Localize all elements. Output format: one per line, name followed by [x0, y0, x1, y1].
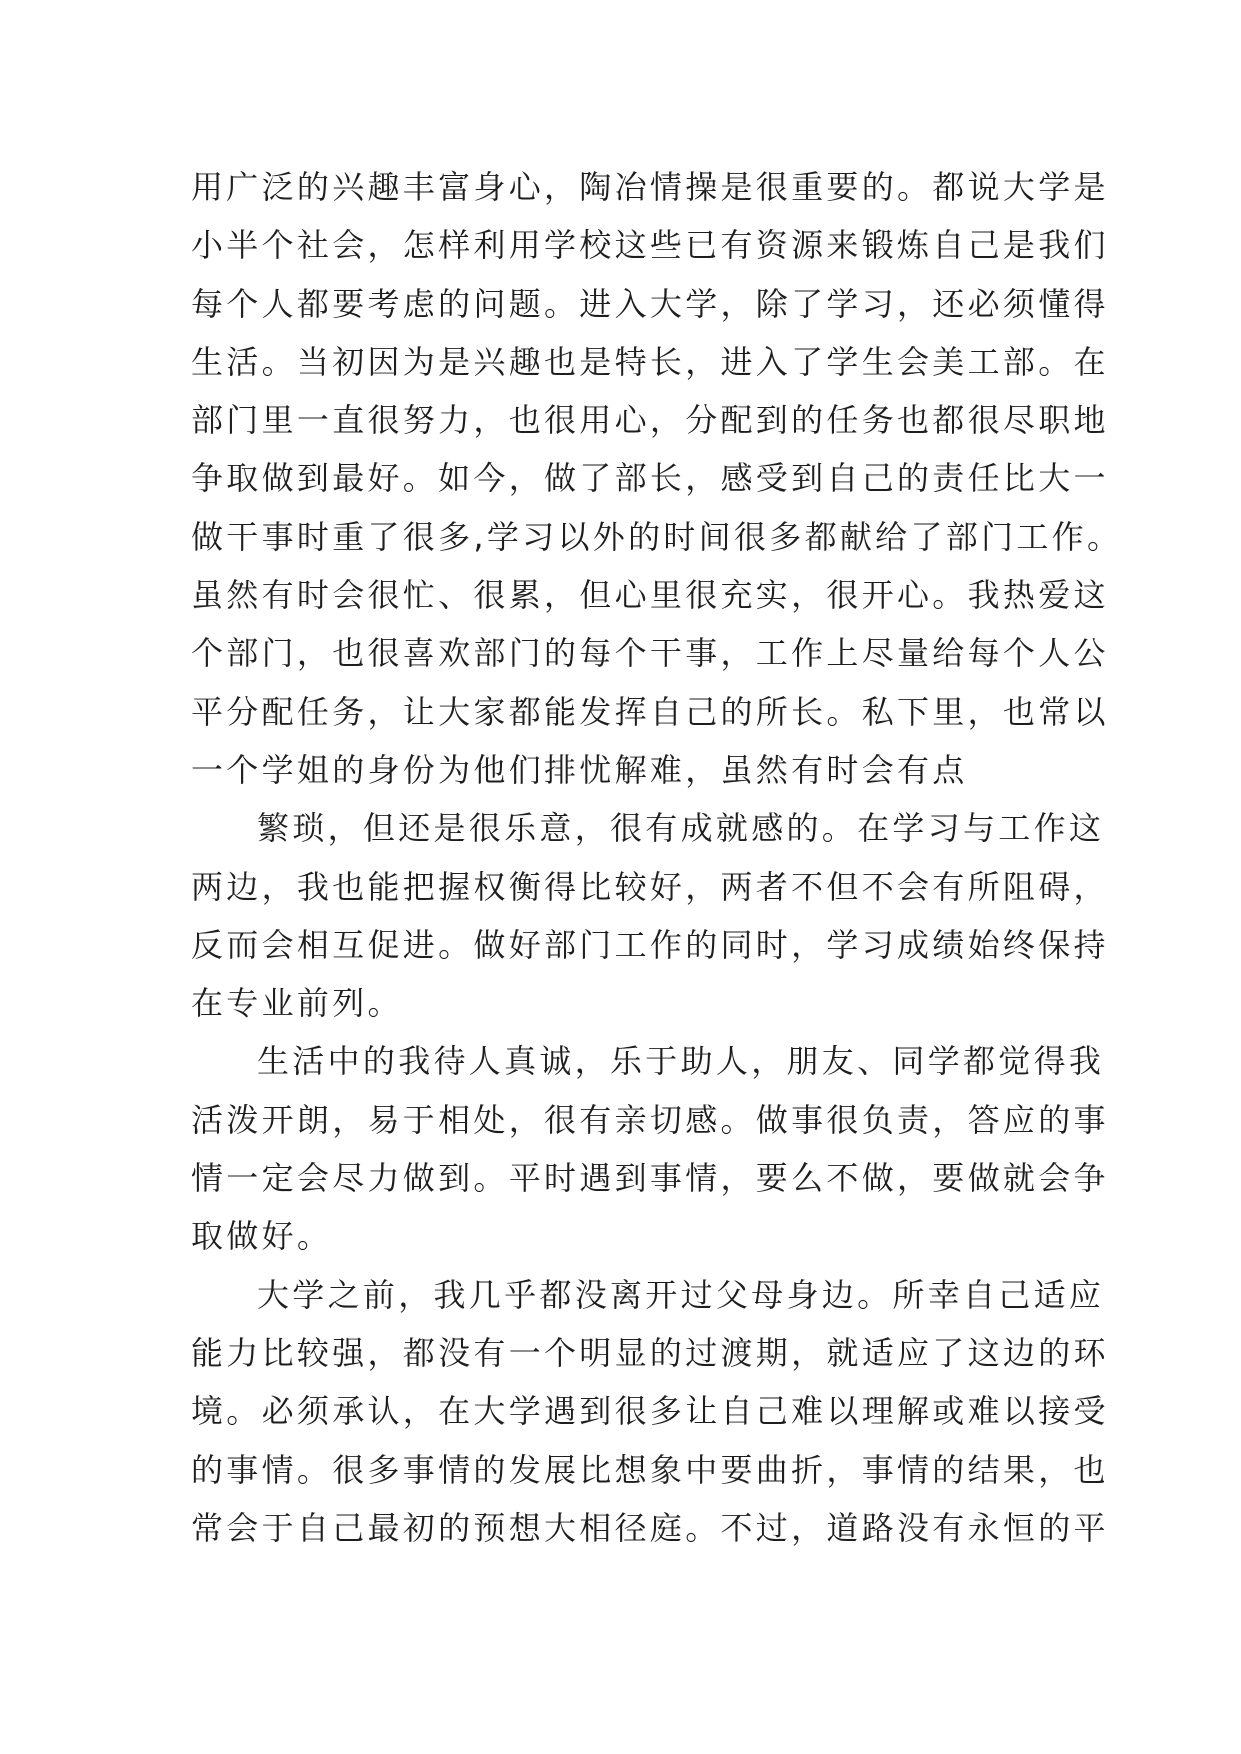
text-line: 虽然有时会很忙、很累，但心里很充实，很开心。我热爱这: [191, 576, 1109, 615]
text-line: 做干事时重了很多,学习以外的时间很多都献给了部门工作。: [191, 517, 1123, 556]
text-line: 能力比较强，都没有一个明显的过渡期，就适应了这边的环: [191, 1333, 1109, 1372]
body-text: [191, 158, 1123, 1557]
paragraph-start-line: 繁琐，但还是很乐意，很有成就感的。在学习与工作这: [257, 809, 1105, 848]
text-line: 两边，我也能把握权衡得比较好，两者不但不会有所阻碍，: [191, 867, 1109, 906]
text-line: 部门里一直很努力，也很用心，分配到的任务也都很尽职地: [191, 401, 1109, 440]
text-line: 用广泛的兴趣丰富身心，陶冶情操是很重要的。都说大学是: [191, 168, 1109, 206]
text-line: 争取做到最好。如今，做了部长，感受到自己的责任比大一: [191, 459, 1109, 498]
text-line: 活泼开朗，易于相处，很有亲切感。做事很负责，答应的事: [191, 1100, 1109, 1139]
text-line: 取做好。: [191, 1217, 333, 1256]
text-line: 每个人都要考虑的问题。进入大学，除了学习，还必须懂得: [191, 284, 1109, 323]
text-line: 平分配任务，让大家都能发挥自己的所长。私下里，也常以: [191, 692, 1109, 731]
text-line: 常会于自己最初的预想大相径庭。不过，道路没有永恒的平: [191, 1508, 1109, 1547]
text-line: 小半个社会，怎样利用学校这些已有资源来锻炼自己是我们: [191, 226, 1109, 265]
text-line: 生活。当初因为是兴趣也是特长，进入了学生会美工部。在: [191, 342, 1109, 381]
text-line: 的事情。很多事情的发展比想象中要曲折，事情的结果，也: [191, 1450, 1109, 1489]
paragraph-start-line: 生活中的我待人真诚，乐于助人，朋友、同学都觉得我: [257, 1042, 1105, 1081]
text-line: 一个学姐的身份为他们排忧解难，虽然有时会有点: [191, 750, 968, 789]
text-line: 个部门，也很喜欢部门的每个干事，工作上尽量给每个人公: [191, 634, 1109, 673]
text-line: 反而会相互促进。做好部门工作的同时，学习成绩始终保持: [191, 925, 1109, 964]
text-line: 境。必须承认，在大学遇到很多让自己难以理解或难以接受: [191, 1392, 1109, 1431]
paragraph-start-line: 大学之前，我几乎都没离开过父母身边。所幸自己适应: [257, 1275, 1105, 1314]
text-line: 情一定会尽力做到。平时遇到事情，要么不做，要做就会争: [191, 1159, 1109, 1198]
text-line: 在专业前列。: [191, 984, 403, 1023]
